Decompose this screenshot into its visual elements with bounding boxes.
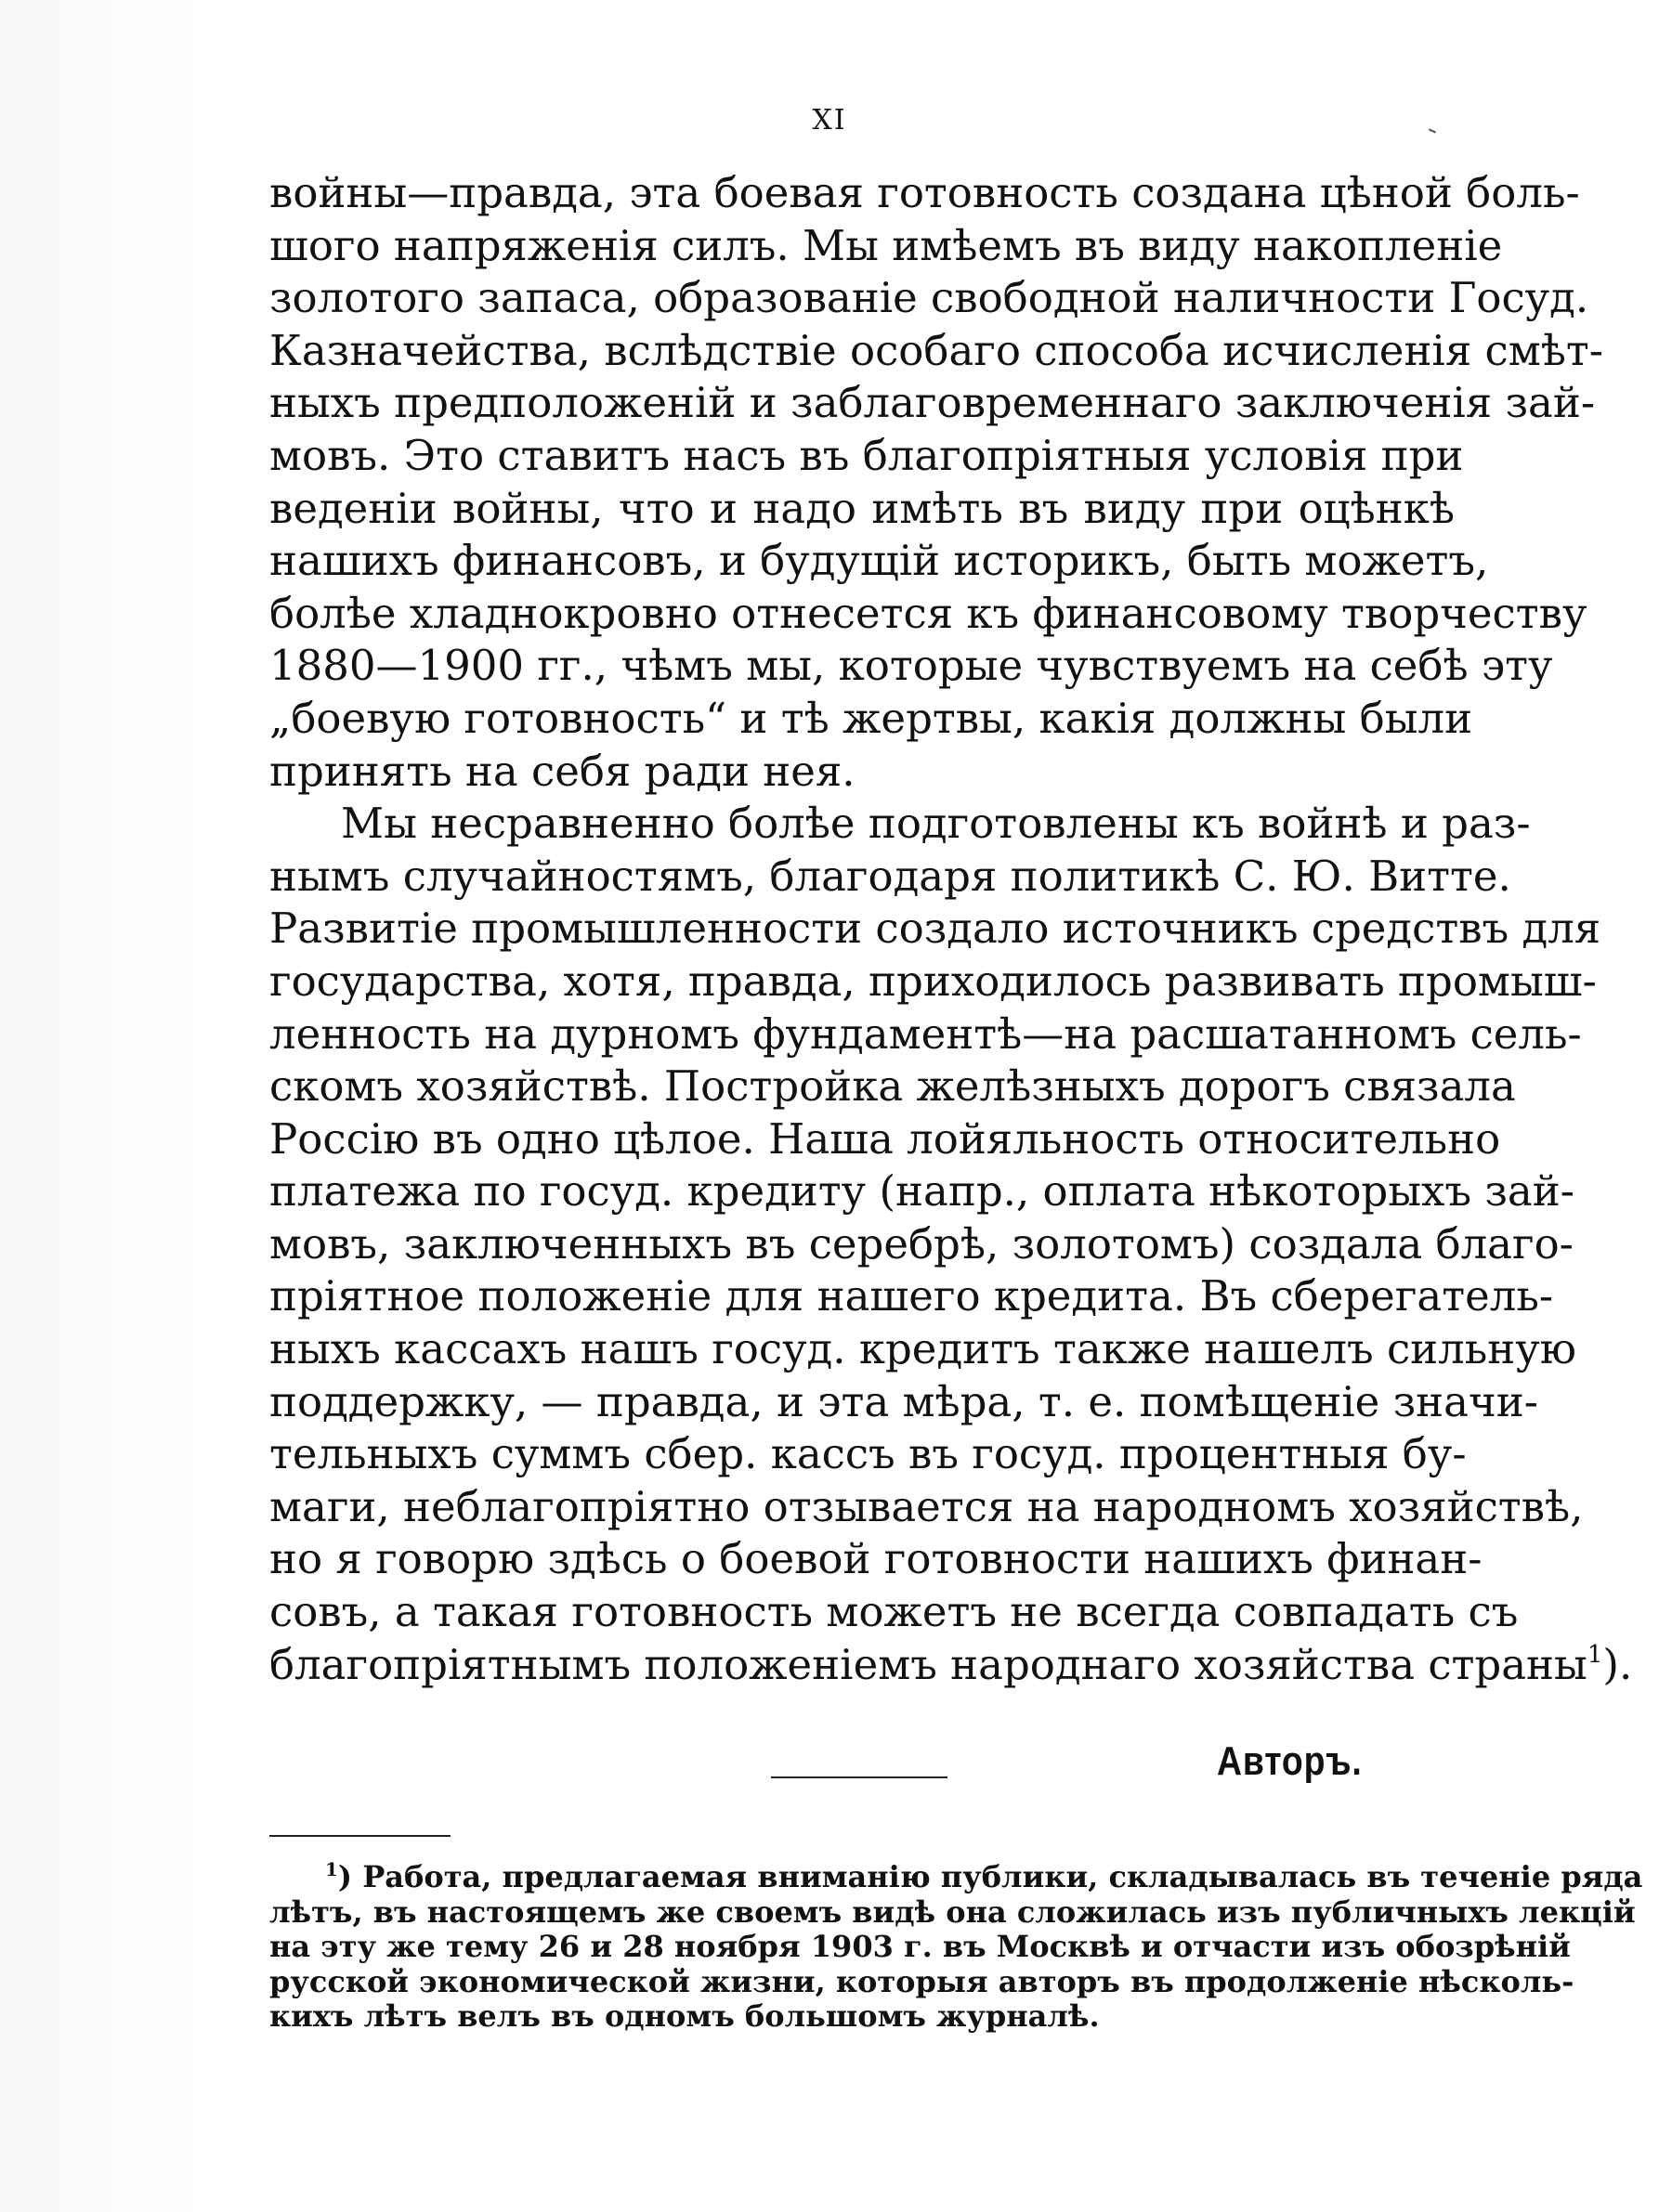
footnote-line: на эту же тему 26 и 28 ноября 1903 г. въ Москвѣ и отчасти изъ обозрѣній (269, 1929, 1571, 1964)
footnote-line: кихъ лѣтъ велъ въ одномъ большомъ журналѣ. (269, 1998, 1100, 2034)
text-line: ныхъ предположеній и заблаговременнаго заключенія зай- (269, 378, 1596, 428)
text-line: нымъ случайностямъ, благодаря политикѣ С. Ю. Витте. (269, 851, 1511, 901)
text-line: шого напряженія силъ. Мы имѣемъ въ виду накопленіе (269, 220, 1503, 270)
text-line: поддержку, — правда, и эта мѣра, т. е. помѣщеніе значи- (269, 1376, 1538, 1426)
text-line: Развитіе промышленности создало источникъ средствъ для (269, 904, 1601, 954)
text-line: принять на себя ради нея. (269, 746, 856, 796)
footnote-rule (269, 1835, 451, 1837)
text-line: „боевую готовность“ и тѣ жертвы, какія должны были (269, 693, 1473, 743)
text-line: тельныхъ суммъ сбер. кассъ въ госуд. процентныя бу- (269, 1429, 1467, 1479)
final-line-text: благопріятнымъ положеніемъ народнаго хозяйства страны (269, 1639, 1587, 1689)
scan-margin-shadow (0, 0, 202, 2212)
footnote (269, 1858, 1643, 2035)
footnote-line (269, 1858, 1643, 1895)
footnote-line: лѣтъ, въ настоящемъ же своемъ видѣ она сложилась изъ публичныхъ лекцій (269, 1893, 1636, 1930)
text-line: 1880—1900 гг., чѣмъ мы, которые чувствуемъ на себѣ эту (269, 641, 1553, 691)
footnote-line-text: ) Работа, предлагаемая вниманію публики, складывалась въ теченіе ряда (337, 1859, 1643, 1894)
text-line: мовъ. Это ставитъ насъ въ благопріятныя условія при (269, 430, 1464, 480)
section-divider (771, 1776, 947, 1778)
text-line: скомъ хозяйствѣ. Постройка желѣзныхъ дорогъ связала (269, 1061, 1516, 1112)
footnote-marker: 1 (325, 1858, 338, 1880)
body-text (269, 167, 1633, 1691)
text-line: государства, хотя, правда, приходилось развивать промыш- (269, 956, 1597, 1006)
text-line: совъ, а такая готовность можетъ не всегда совпадать съ (269, 1587, 1519, 1637)
text-line: Мы несравненно болѣе подготовлены къ войнѣ и раз- (341, 799, 1531, 849)
page-number: XI (812, 104, 847, 137)
text-line: веденіи войны, что и надо имѣть въ виду при оцѣнкѣ (269, 483, 1455, 533)
text-line: ленность на дурномъ фундаментѣ—на расшатанномъ сель- (269, 1008, 1582, 1059)
text-line: Россію въ одно цѣлое. Наша лойяльность относительно (269, 1113, 1501, 1164)
footnote-reference: 1 (1587, 1640, 1603, 1669)
text-line: Казначейства, вслѣдствіе особаго способа исчисленія смѣт- (269, 325, 1603, 375)
text-line-final (269, 1639, 1633, 1692)
text-line: войны—правда, эта боевая готовность создана цѣной боль- (269, 168, 1580, 217)
text-line: но я говорю здѣсь о боевой готовности нашихъ финан- (269, 1534, 1483, 1584)
text-line: нашихъ финансовъ, и будущій историкъ, быть можетъ, (269, 536, 1489, 586)
text-line: платежа по госуд. кредиту (напр., оплата нѣкоторыхъ зай- (269, 1166, 1574, 1217)
text-line: маги, неблагопріятно отзывается на народномъ хозяйствѣ, (269, 1481, 1584, 1531)
text-line: ныхъ кассахъ нашъ госуд. кредитъ также нашелъ сильную (269, 1324, 1576, 1374)
author-signature: Авторъ. (1217, 1738, 1363, 1784)
closing-punctuation: ). (1602, 1639, 1633, 1689)
text-line: мовъ, заключенныхъ въ серебрѣ, золотомъ) создала благо- (269, 1218, 1574, 1269)
text-line: пріятное положеніе для нашего кредита. Въ сберегатель- (269, 1271, 1554, 1321)
text-line: болѣе хладнокровно отнесется къ финансовому творчеству (269, 588, 1587, 638)
text-line: золотого запаса, образованіе свободной наличности Госуд. (269, 273, 1589, 323)
footnote-line: русской экономической жизни, которыя авторъ въ продолженіе нѣсколь- (269, 1963, 1574, 1999)
